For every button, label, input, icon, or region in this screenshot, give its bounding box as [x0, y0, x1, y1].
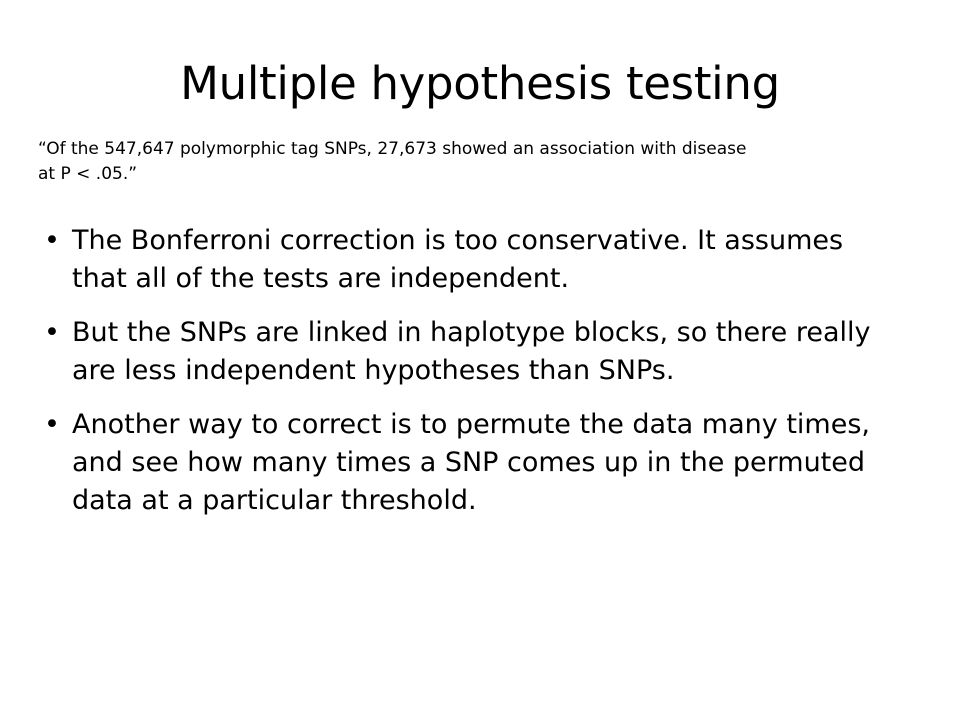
bullet-text: The Bonferroni correction is too conservative. It assumes that all of the tests are independent.	[72, 225, 844, 294]
quote-text: “Of the 547,647 polymorphic tag SNPs, 27,673 showed an association with disease at P < .05.”	[38, 139, 747, 184]
bullet-icon: •	[44, 317, 60, 348]
bullet-item	[44, 314, 902, 390]
bullet-item	[44, 222, 902, 298]
bullet-list	[44, 222, 902, 536]
bullet-icon: •	[44, 409, 60, 440]
slide-title: Multiple hypothesis testing	[180, 57, 780, 110]
bullet-item	[44, 406, 902, 520]
bullet-text: But the SNPs are linked in haplotype blocks, so there really are less independent hypotheses than SNPs.	[72, 317, 871, 386]
bullet-text: Another way to correct is to permute the data many times, and see how many times a SNP comes up in the permuted data at a particular threshold.	[72, 409, 870, 516]
bullet-icon: •	[44, 225, 60, 256]
